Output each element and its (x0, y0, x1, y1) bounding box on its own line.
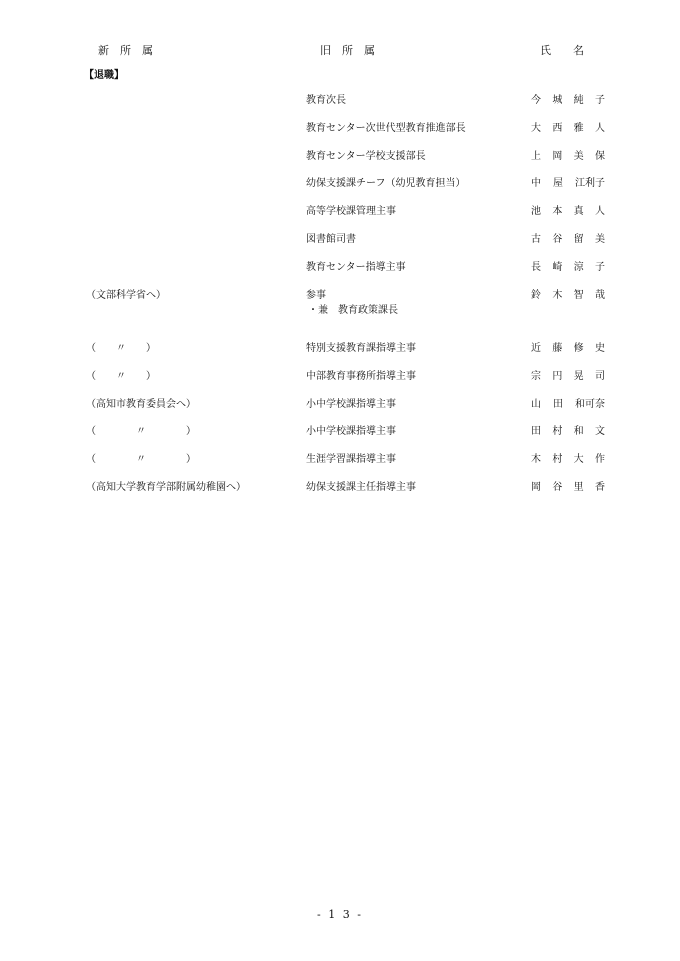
new-affiliation: （ 〃 ） (86, 343, 156, 354)
person-name: 田 村 和 文 (531, 426, 605, 437)
old-affiliation: 幼保支援課チーフ（幼児教育担当） (306, 178, 466, 189)
person-name: 上 岡 美 保 (531, 151, 605, 162)
person-name: 鈴 木 智 哉 (531, 290, 605, 301)
old-affiliation: 教育センター学校支援部長 (306, 151, 426, 162)
person-name: 宗 円 晃 司 (531, 371, 605, 382)
old-affiliation: 教育センター指導主事 (306, 262, 406, 273)
old-affiliation-concurrent: ・兼 教育政策課長 (308, 305, 398, 316)
old-affiliation: 中部教育事務所指導主事 (306, 371, 416, 382)
person-name: 近 藤 修 史 (531, 343, 605, 354)
old-affiliation: 幼保支援課主任指導主事 (306, 482, 416, 493)
person-name: 中 屋 江利子 (531, 178, 605, 189)
old-affiliation: 図書館司書 (306, 234, 356, 245)
old-affiliation: 小中学校課指導主事 (306, 399, 396, 410)
person-name: 木 村 大 作 (531, 454, 605, 465)
new-affiliation: （ 〃 ） (86, 454, 196, 465)
page-number: - 1 3 - (317, 908, 363, 921)
new-affiliation: （ 〃 ） (86, 371, 156, 382)
old-affiliation: 高等学校課管理主事 (306, 206, 396, 217)
section-title-retirement: 【退職】 (84, 70, 124, 81)
old-affiliation: 教育センター次世代型教育推進部長 (306, 123, 466, 134)
new-affiliation: （高知市教育委員会へ） (86, 399, 196, 410)
new-affiliation: （ 〃 ） (86, 426, 196, 437)
new-affiliation: （文部科学省へ） (86, 290, 166, 301)
old-affiliation: 生涯学習課指導主事 (306, 454, 396, 465)
old-affiliation: 教育次長 (306, 95, 346, 106)
header-name: 氏 名 (540, 44, 584, 57)
person-name: 大 西 雅 人 (531, 123, 605, 134)
old-affiliation: 小中学校課指導主事 (306, 426, 396, 437)
person-name: 古 谷 留 美 (531, 234, 605, 245)
header-old-affiliation: 旧 所 属 (320, 44, 375, 57)
old-affiliation: 特別支援教育課指導主事 (306, 343, 416, 354)
person-name: 山 田 和可奈 (531, 399, 605, 410)
old-affiliation: 参事 (306, 290, 326, 301)
new-affiliation: （高知大学教育学部附属幼稚園へ） (86, 482, 246, 493)
header-new-affiliation: 新 所 属 (98, 44, 153, 57)
person-name: 岡 谷 里 香 (531, 482, 605, 493)
person-name: 池 本 真 人 (531, 206, 605, 217)
person-name: 今 城 純 子 (531, 95, 605, 106)
person-name: 長 崎 涼 子 (531, 262, 605, 273)
